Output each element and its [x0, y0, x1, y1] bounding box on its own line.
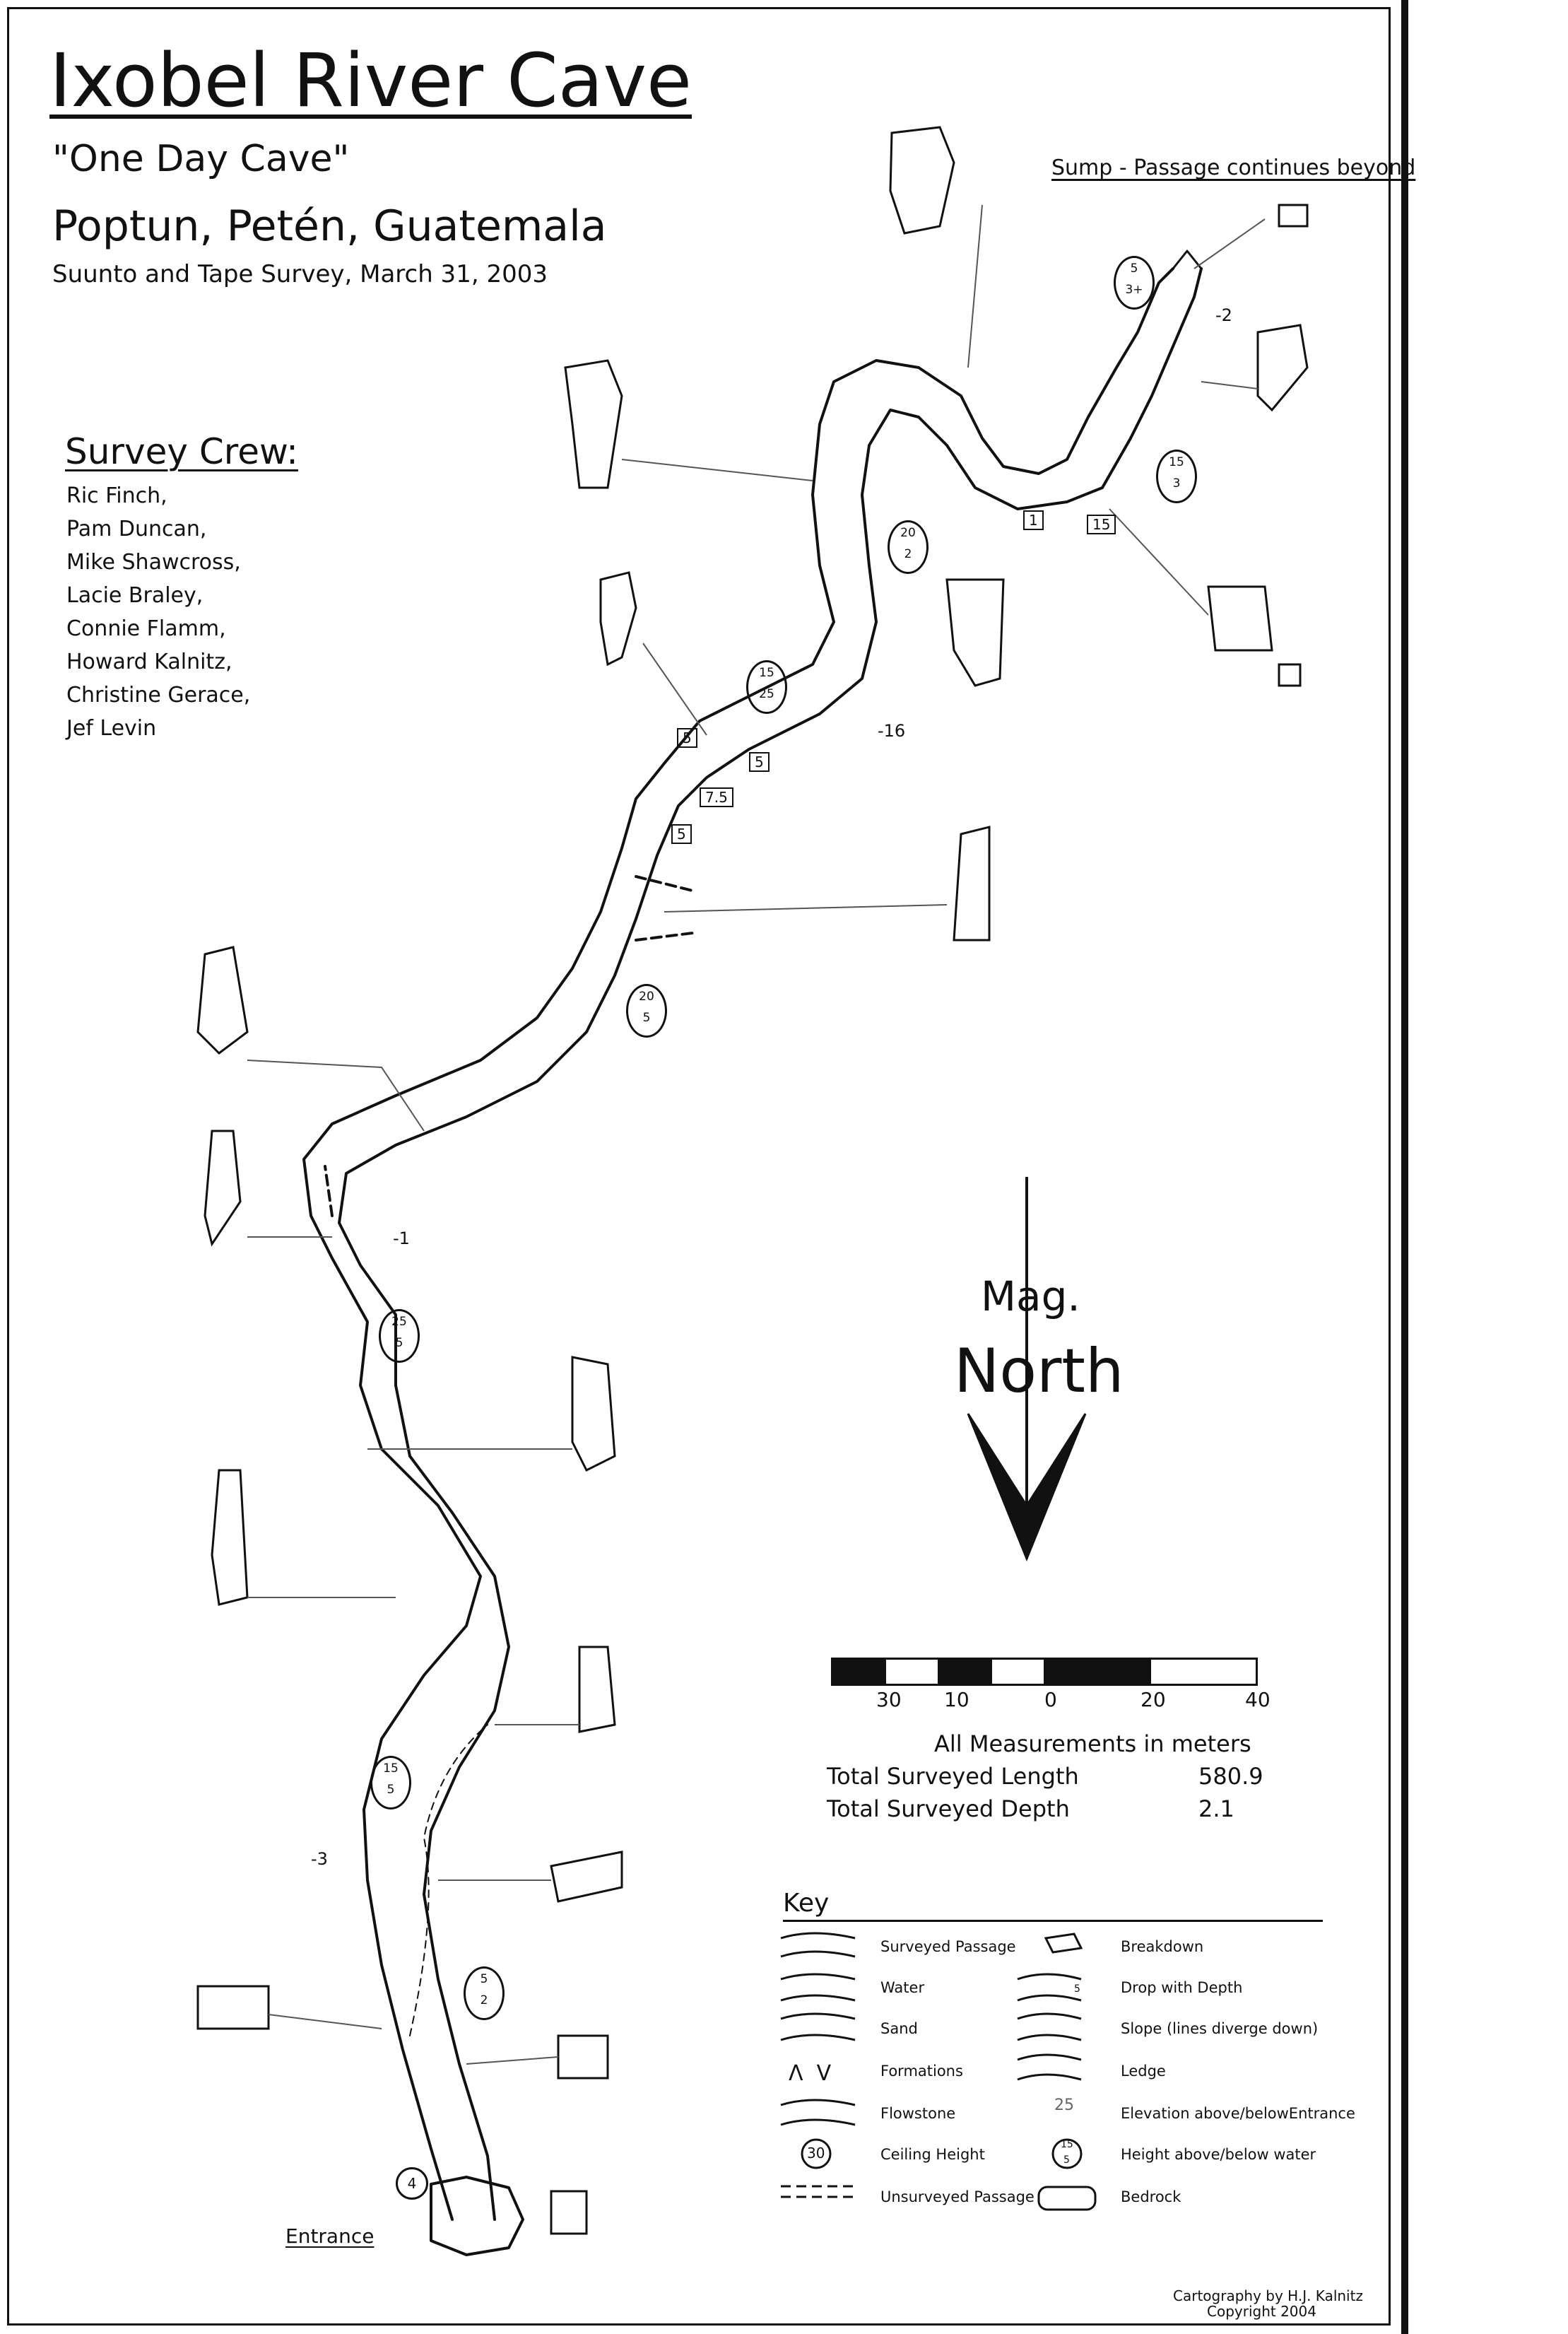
cross-section-5 [601, 573, 636, 664]
drop-depth-box: 5 [677, 728, 697, 748]
key-ceiling-value: 30 [807, 2145, 825, 2162]
measurements-title: All Measurements in meters [934, 1730, 1251, 1757]
cartography-credit: Cartography by H.J. Kalnitz [1173, 2287, 1363, 2304]
scale-label: 30 [876, 1688, 902, 1711]
key-label: Flowstone [880, 2105, 956, 2122]
height-circle [464, 1966, 505, 2020]
cross-section-10 [198, 947, 247, 1053]
map-subtitle: "One Day Cave" [52, 138, 350, 180]
height-circle [746, 660, 787, 714]
cross-section-14 [579, 1647, 615, 1732]
key-label: Formations [880, 2063, 963, 2080]
crew-member: Howard Kalnitz, [66, 650, 232, 674]
north-arrow-mag-label: Mag. [981, 1272, 1080, 1320]
key-heading: Key [783, 1889, 830, 1918]
elevation-label: -2 [1215, 305, 1232, 325]
total-length-label: Total Surveyed Length [827, 1763, 1079, 1790]
drop-depth-box: 7.5 [700, 787, 733, 807]
height-top: 15 [1169, 455, 1184, 469]
key-height-bottom: 5 [1063, 2154, 1070, 2166]
map-title: Ixobel River Cave [49, 37, 692, 124]
scale-label: 40 [1245, 1688, 1271, 1711]
copyright-note: Copyright 2004 [1207, 2303, 1316, 2320]
key-drop-value: 5 [1074, 1983, 1080, 1995]
scale-segment [886, 1660, 939, 1684]
key-water [781, 1974, 855, 2000]
crew-member: Ric Finch, [66, 483, 167, 508]
key-label: Height above/below water [1121, 2146, 1316, 2163]
survey-crew-list [66, 479, 250, 745]
height-bottom: 5 [642, 1011, 651, 1025]
scale-label: 0 [1044, 1688, 1057, 1711]
height-top: 20 [900, 526, 916, 540]
key-drop [1018, 1974, 1081, 2000]
key-surveyed-passage [781, 1933, 855, 1957]
scale-segment [939, 1660, 992, 1684]
cross-section-17 [558, 2036, 608, 2078]
map-location: Poptun, Petén, Guatemala [52, 201, 607, 251]
key-label: Unsurveyed Passage [880, 2188, 1034, 2205]
height-bottom: 2 [904, 547, 912, 561]
key-height-top: 15 [1061, 2139, 1073, 2150]
cross-section-12 [572, 1357, 615, 1470]
cross-section-11 [205, 1131, 240, 1244]
crew-member: Mike Shawcross, [66, 550, 241, 575]
key-slope [1018, 2014, 1081, 2040]
scale-bar [831, 1658, 1258, 1686]
total-depth-label: Total Surveyed Depth [827, 1795, 1070, 1822]
cross-section-4 [1258, 325, 1307, 410]
cross-section-7 [1208, 587, 1272, 650]
cross-section-18 [551, 2191, 586, 2234]
key-label: Elevation above/belowEntrance [1121, 2105, 1355, 2122]
height-top: 5 [480, 1972, 488, 1986]
key-flowstone [781, 2100, 855, 2125]
entrance-chamber [431, 2177, 523, 2255]
height-top: 15 [759, 666, 774, 680]
height-bottom: 2 [480, 1993, 488, 2007]
key-divider [783, 1920, 1323, 1922]
scale-segment [992, 1660, 1045, 1684]
key-label: Ceiling Height [880, 2146, 985, 2163]
unsurveyed-lead-3 [325, 1166, 332, 1216]
unsurveyed-lead-2 [636, 933, 692, 940]
key-label: Drop with Depth [1121, 1979, 1243, 1996]
unsurveyed-lead-1 [636, 876, 692, 891]
height-bottom: 25 [759, 687, 774, 701]
ceiling-height-circle: 4 [396, 2167, 428, 2200]
passage-left-wall [304, 269, 1173, 2219]
key-label: Sand [880, 2020, 918, 2037]
key-label: Bedrock [1121, 2188, 1181, 2205]
total-depth-value: 2.1 [1198, 1795, 1234, 1822]
height-top: 15 [383, 1761, 399, 1776]
crew-member: Christine Gerace, [66, 683, 251, 708]
cross-section-6 [947, 580, 1003, 686]
cross-section-2 [565, 360, 622, 488]
height-top: 5 [1130, 262, 1138, 276]
drop-depth-box: 1 [1023, 510, 1044, 530]
key-label: Slope (lines diverge down) [1121, 2020, 1319, 2037]
height-bottom: 3+ [1125, 283, 1143, 297]
cross-section-16 [198, 1986, 269, 2029]
scale-label: 20 [1140, 1688, 1166, 1711]
height-circle [626, 984, 667, 1038]
crew-member: Jef Levin [66, 716, 157, 741]
survey-info: Suunto and Tape Survey, March 31, 2003 [52, 260, 548, 288]
height-circle [1156, 450, 1197, 503]
height-bottom: 5 [395, 1336, 403, 1350]
height-bottom: 3 [1172, 476, 1181, 491]
crew-member: Lacie Braley, [66, 583, 204, 608]
height-top: 25 [391, 1315, 407, 1329]
sump-note: Sump - Passage continues beyond [1051, 156, 1416, 180]
crew-member: Pam Duncan, [66, 517, 207, 541]
scale-segment [833, 1660, 886, 1684]
key-ledge [1018, 2055, 1081, 2080]
scale-label: 10 [944, 1688, 969, 1711]
cross-section-8 [1279, 664, 1300, 686]
cross-section-9 [954, 827, 989, 940]
elevation-label: -3 [311, 1849, 328, 1869]
drop-depth-box: 5 [671, 824, 692, 844]
key-sand [781, 2014, 855, 2040]
height-circle [888, 520, 929, 574]
entrance-label: Entrance [285, 2224, 375, 2248]
height-circle [379, 1309, 420, 1363]
height-circle [370, 1756, 411, 1810]
scale-segment [1151, 1660, 1256, 1684]
cross-section-15 [551, 1852, 622, 1901]
key-breakdown [1046, 1934, 1081, 1952]
cross-section-1 [890, 127, 954, 233]
key-bedrock [1039, 2187, 1095, 2210]
key-elevation-value: 25 [1054, 2097, 1074, 2114]
drop-depth-box: 5 [749, 752, 770, 772]
height-circle [1114, 256, 1155, 310]
key-unsurveyed [781, 2186, 855, 2197]
drop-depth-box: 15 [1087, 515, 1116, 534]
cross-sections [198, 127, 1307, 2234]
crew-member: Connie Flamm, [66, 616, 226, 641]
key-label: Ledge [1121, 2063, 1166, 2080]
height-top: 20 [639, 990, 654, 1004]
elevation-label: -1 [393, 1228, 410, 1248]
key-label: Breakdown [1121, 1938, 1204, 1955]
scale-segment [1045, 1660, 1151, 1684]
elevation-label: -16 [878, 721, 906, 741]
key-label: Water [880, 1979, 925, 1996]
height-bottom: 5 [387, 1783, 395, 1797]
passage-right-wall [339, 269, 1204, 2219]
north-arrow-north-label: North [954, 1336, 1124, 1407]
survey-crew-heading: Survey Crew: [65, 431, 298, 472]
cross-section-3 [1279, 205, 1307, 226]
cross-section-13 [212, 1470, 247, 1605]
key-label: Surveyed Passage [880, 1938, 1016, 1955]
total-length-value: 580.9 [1198, 1763, 1263, 1790]
key-formations-symbol: Λ V [789, 2061, 832, 2086]
